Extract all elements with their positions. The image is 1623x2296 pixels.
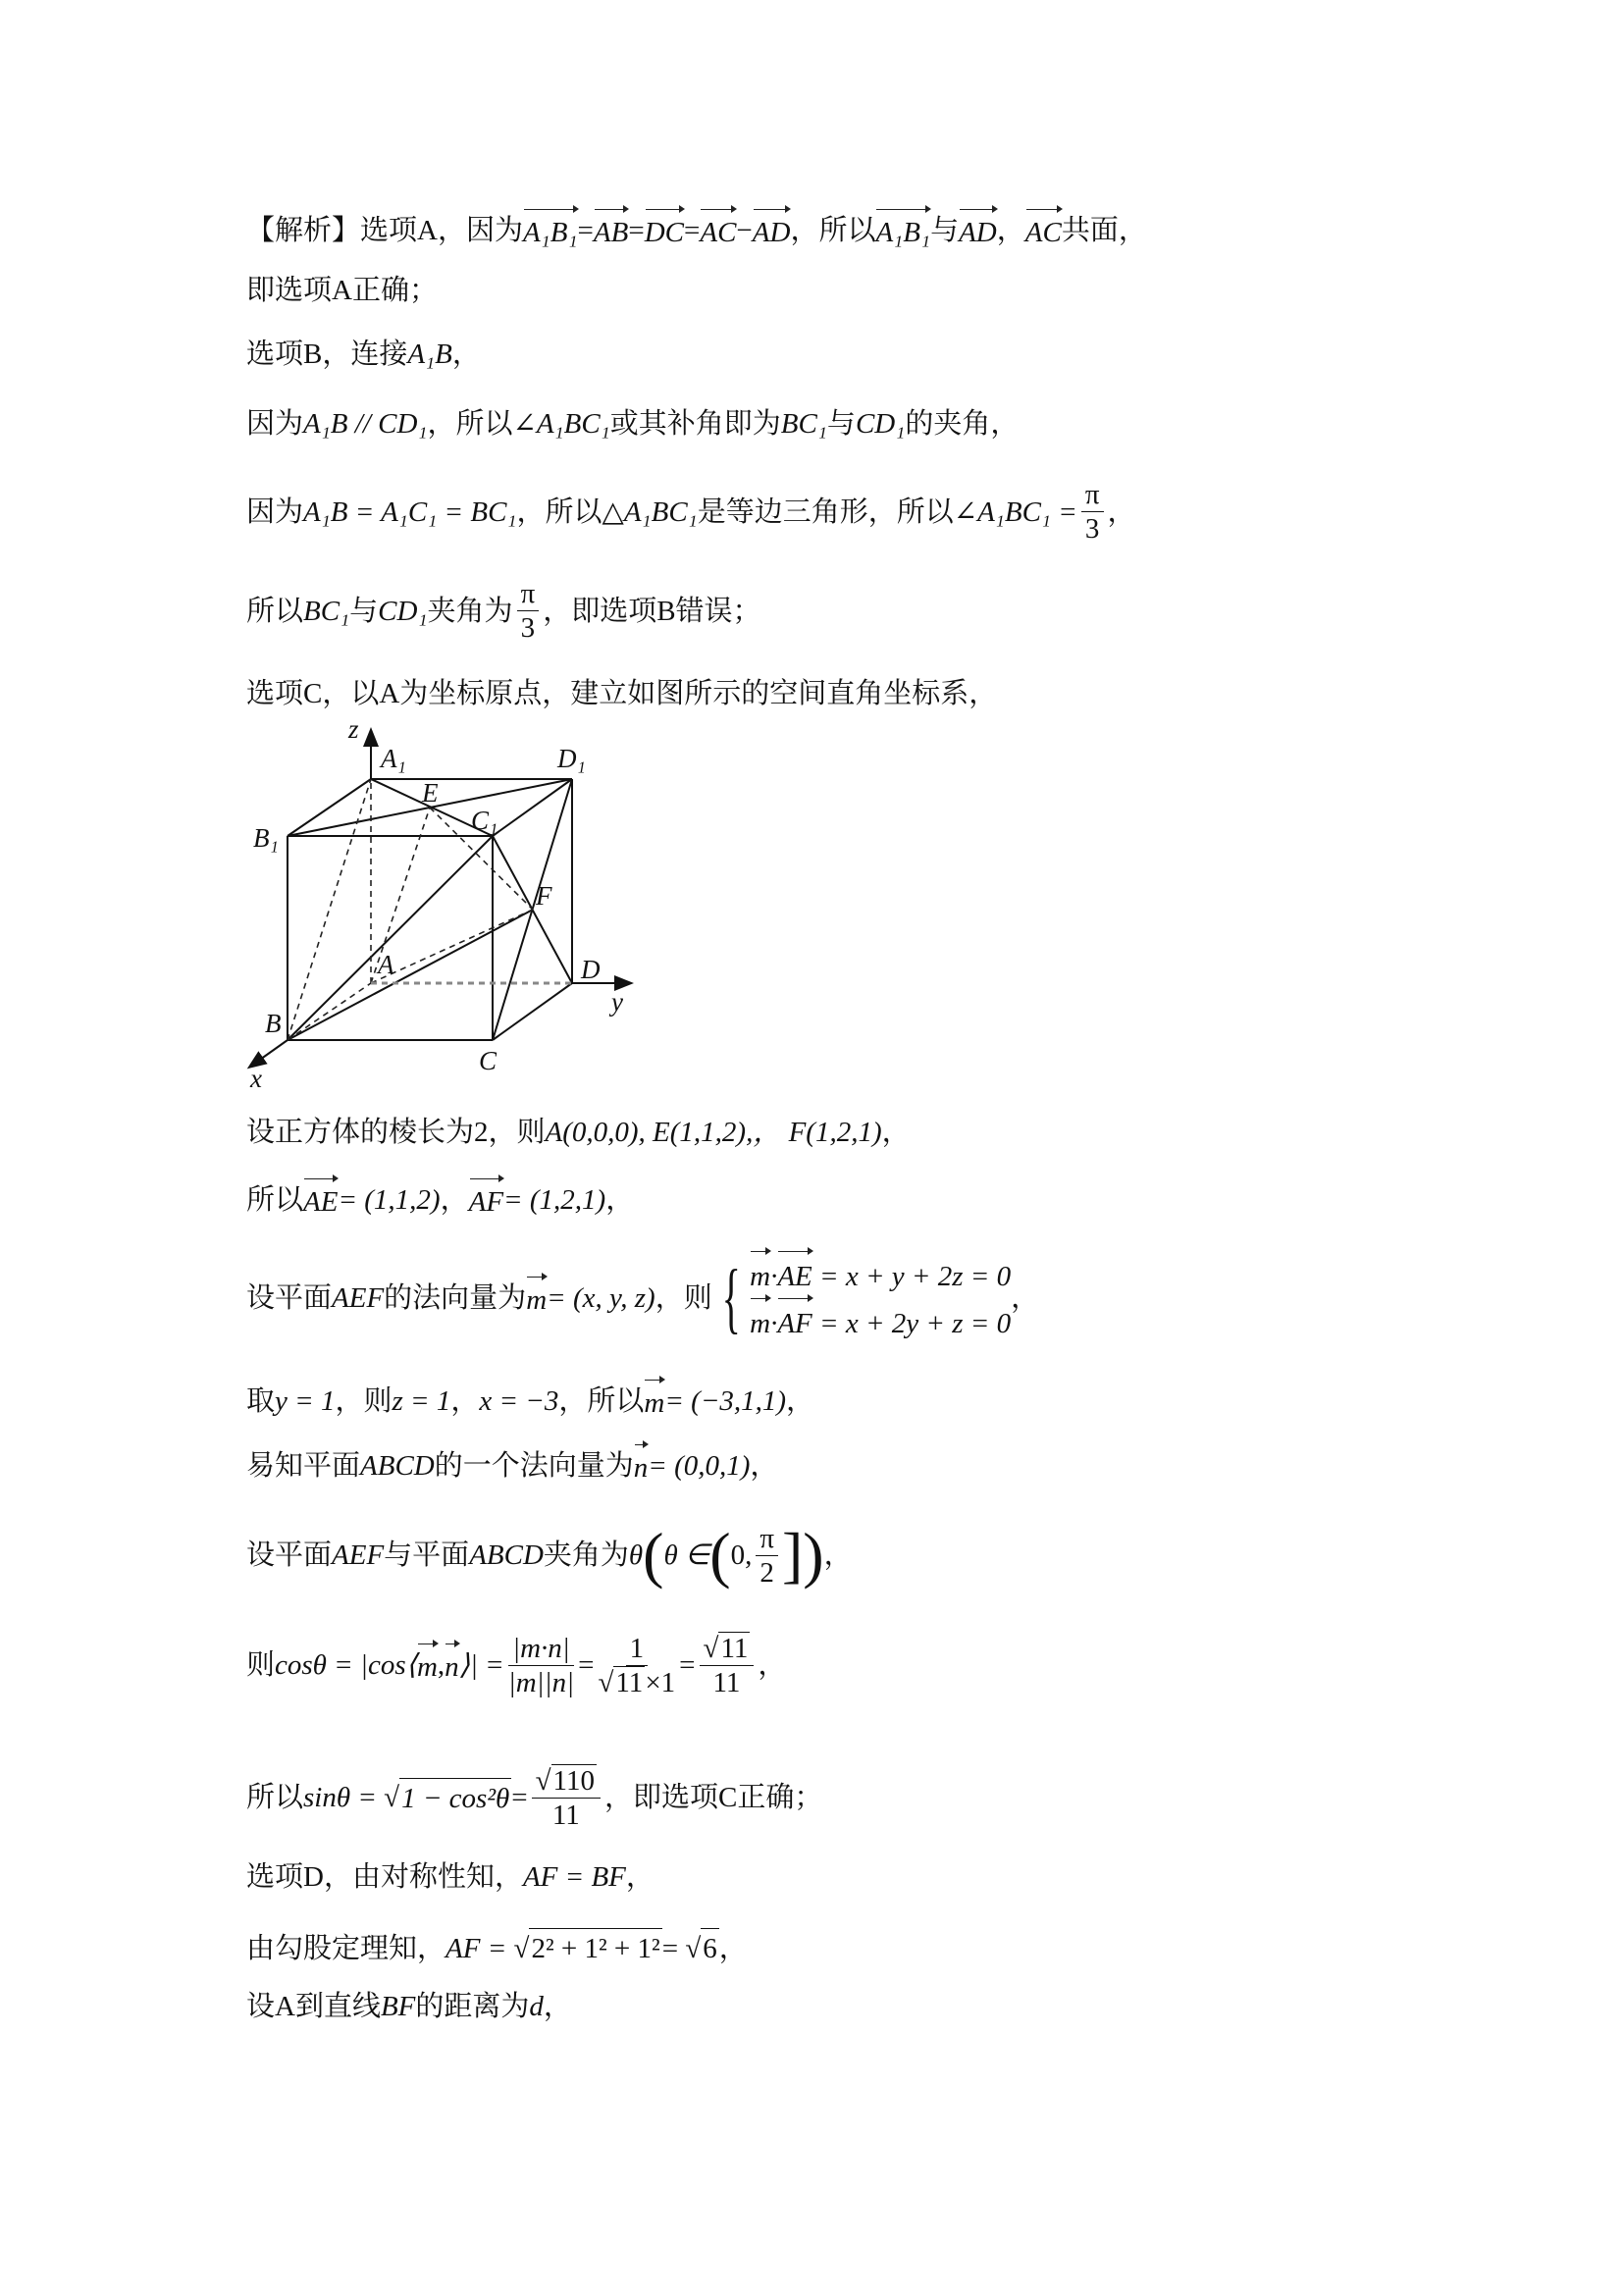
math: A₁BC₁ [536,408,610,440]
line-cos-theta [246,1621,786,1709]
fraction-sqrt11-over-11 [700,1632,755,1699]
brace: { [721,1255,741,1341]
label-c: C [479,1046,497,1075]
line-solve-m [246,1380,814,1423]
text: ，则 [654,1282,712,1314]
line-pythagoras [246,1928,748,1968]
line-option-b [246,335,481,374]
denominator: 11 [712,1666,741,1698]
label-b1: B₁ [253,823,279,853]
text: 所以 [246,1782,304,1813]
line-normal-n [246,1444,778,1487]
vector-ae: AE [303,1178,338,1222]
line-vectors [246,1178,634,1222]
numerator: 1 [626,1632,649,1666]
math: AEF [332,1539,385,1571]
radicand: 1 − cos²θ [399,1778,511,1818]
paren: ( [709,1520,731,1590]
math: ×1 [645,1666,676,1698]
radicand: 11 [720,1632,749,1664]
denominator: 2 [759,1556,774,1589]
text: ，则 [335,1385,393,1417]
text: 则 [246,1649,276,1681]
math: CD₁ [855,408,906,440]
text: 或其补角即为 [609,408,781,440]
text: 选项D，由对称性知， [246,1861,523,1893]
numerator [700,1632,755,1666]
paren: ) [803,1520,824,1590]
text: ， [758,1649,787,1681]
math: BC₁ [780,408,827,440]
text: 设平面 [246,1539,333,1571]
fraction-pi-2 [756,1522,778,1590]
radicand: 110 [552,1764,595,1797]
math: BC₁ [303,595,350,627]
vector-ac: AC [700,209,736,252]
vector-ad: AD [959,209,997,252]
hidden-edges [288,779,572,1040]
denominator: 3 [1084,513,1100,545]
equals: = [577,215,594,246]
equation-row-2 [750,1298,1011,1345]
vector-af: AF [777,1298,812,1345]
line-option-c: 选项C，以A为坐标原点，建立如图所示的空间直角坐标系， [246,678,998,709]
vector-m: m [750,1298,770,1345]
text: 的一个法向量为 [434,1450,634,1482]
vector-dc: DC [645,209,684,252]
line-equilateral [246,478,1136,546]
vector-ac: AC [1025,209,1062,252]
math: ABCD [469,1539,544,1571]
math: x = −3 [479,1385,559,1417]
vector-m: m [750,1251,770,1298]
text: 设A到直线 [246,1991,381,2022]
vector-m: m [526,1277,547,1320]
fraction-sqrt110-over-11 [532,1764,601,1832]
math: A(0,0,0), E(1,1,2),， F(1,2,1) [545,1117,882,1148]
line-option-a [246,209,1147,252]
dot: · [770,1261,778,1292]
math: = (0,0,1) [648,1450,751,1482]
equation-row-1 [750,1251,1011,1298]
math: ⟩| = [458,1649,504,1681]
text: ， [440,1184,469,1216]
label-d1: D₁ [557,744,586,773]
math: ABCD [360,1450,435,1482]
equals: = [684,215,701,246]
line-sin-theta [246,1753,822,1842]
vector-af: AF [469,1178,503,1222]
text: ， [1011,1282,1040,1314]
text: ， [625,1861,654,1893]
denominator [598,1666,675,1699]
text: 因为 [246,496,304,528]
math: AF = BF [522,1861,626,1893]
text: 设正方体的棱长为2，则 [246,1117,546,1148]
line-coordinates [246,1113,911,1152]
label-y: y [611,987,623,1017]
numerator [532,1764,601,1799]
text: 夹角为 [543,1539,629,1571]
text: ， [450,1385,480,1417]
text: 共面， [1061,215,1147,246]
text: 与 [349,595,379,627]
text: ，所以△ [516,496,624,528]
fraction-1-over-sqrt11 [598,1632,675,1699]
text: ，即选项C正确； [603,1782,823,1813]
text: 所以 [246,1184,304,1216]
text: 由勾股定理知， [246,1932,446,1964]
text: 的法向量为 [384,1282,527,1314]
math: A₁B [407,339,452,370]
label-e: E [422,778,439,808]
text: ， [823,1539,853,1571]
math: d [529,1991,544,2022]
label-z: z [348,716,359,744]
comma: , [437,1649,445,1681]
vector-m: m [644,1380,664,1423]
text: ，所以 [558,1385,645,1417]
vector-a1b1: A₁B₁ [523,209,578,252]
label-b: B [265,1009,282,1038]
text: ， [718,1932,748,1964]
sqrt-sign: √ [535,1764,551,1797]
math: = (1,1,2) [338,1184,441,1216]
text: ，所以 [790,215,876,246]
equation-system [712,1251,1011,1345]
text: ， [786,1385,815,1417]
equals: = [628,215,645,246]
minus: − [736,215,753,246]
text: 与 [826,408,856,440]
text: 因为 [246,408,304,440]
line-angle-theta [246,1516,853,1594]
math: A₁BC₁ [623,496,698,528]
vector-ad: AD [753,209,791,252]
numerator: π [756,1522,778,1556]
label-a1: A₁ [381,744,406,773]
math: BF [380,1991,416,2022]
equals: = [679,1649,696,1681]
line-normal-vector-system [246,1254,1039,1342]
sqrt-sign: √ [703,1632,719,1664]
math: A₁B // CD₁ [303,408,428,440]
vector-n: n [634,1444,649,1487]
math: θ ∈ [663,1539,710,1571]
text: 选项B，连接 [246,339,408,370]
radicand: 11 [615,1666,644,1698]
line-option-d [246,1857,654,1897]
denominator: |m||n| [507,1666,575,1698]
fraction-pi-3 [517,577,540,645]
line-distance-d [246,1987,572,2026]
numerator: π [517,577,540,611]
text: 的距离为 [415,1991,530,2022]
vector-ae: AE [777,1251,812,1298]
text: 是等边三角形，所以∠ [697,496,978,528]
label-x: x [250,1064,262,1089]
line-b-wrong [246,577,761,645]
text: 的夹角， [905,408,1020,440]
text: ， [881,1117,911,1148]
math: A₁BC₁ = [977,496,1077,528]
text: ， [750,1450,779,1482]
text: 取 [246,1385,276,1417]
vector-n: n [445,1644,459,1687]
fraction-dot-over-norms [508,1632,574,1699]
text: ，所以∠ [427,408,537,440]
equals: = √ [661,1932,702,1964]
denominator: 11 [551,1799,580,1831]
math: CD₁ [378,595,428,627]
label-f: F [536,881,552,911]
denominator: 3 [520,612,536,644]
text: ， [451,339,481,370]
text: ， [1107,496,1136,528]
math: A₁B = A₁C₁ = BC₁ [303,496,517,528]
text: 与 [930,215,960,246]
vector-a1b1: A₁B₁ [875,209,930,252]
solid-edges [250,731,630,1067]
text: 易知平面 [246,1450,361,1482]
math: θ [628,1539,644,1571]
text: 【解析】选项A，因为 [246,215,523,246]
text: ， [543,1991,572,2022]
numerator: π [1081,478,1104,512]
paren: ( [643,1520,664,1590]
math: = (−3,1,1) [664,1385,787,1417]
math: AEF [332,1282,385,1314]
math: z = 1 [392,1385,451,1417]
vector-ab: AB [594,209,628,252]
radicand: 6 [701,1928,719,1968]
cube-diagram [226,716,667,1089]
math: = (x, y, z) [547,1282,655,1314]
equals: = [578,1649,595,1681]
math: cosθ = |cos⟨ [275,1649,417,1681]
line-parallel [246,404,1019,444]
math: = x + y + 2z = 0 [812,1261,1012,1292]
line-a-correct: 即选项A正确； [246,275,438,306]
label-c1: C₁ [471,806,498,835]
text: ， [996,215,1025,246]
math: = (1,2,1) [503,1184,606,1216]
bracket: ] [781,1520,804,1590]
fraction-pi-3 [1081,478,1104,546]
dot: · [770,1308,778,1339]
text: ， [605,1184,635,1216]
text: 与平面 [384,1539,470,1571]
label-a: A [378,950,394,979]
sqrt-sign: √ [598,1666,614,1698]
text: 夹角为 [427,595,513,627]
equals: = [511,1782,528,1813]
math: 0, [730,1539,753,1571]
radicand: 2² + 1² + 1² [529,1928,661,1968]
math: sinθ = √ [303,1782,400,1813]
math: AF = √ [445,1932,530,1964]
math: y = 1 [275,1385,336,1417]
text: ，即选项B错误； [543,595,761,627]
math: = x + 2y + z = 0 [812,1308,1012,1339]
label-d: D [581,955,601,984]
text: 设平面 [246,1282,333,1314]
vector-m: m [417,1644,438,1687]
numerator: |m·n| [508,1632,574,1666]
text: 所以 [246,595,304,627]
